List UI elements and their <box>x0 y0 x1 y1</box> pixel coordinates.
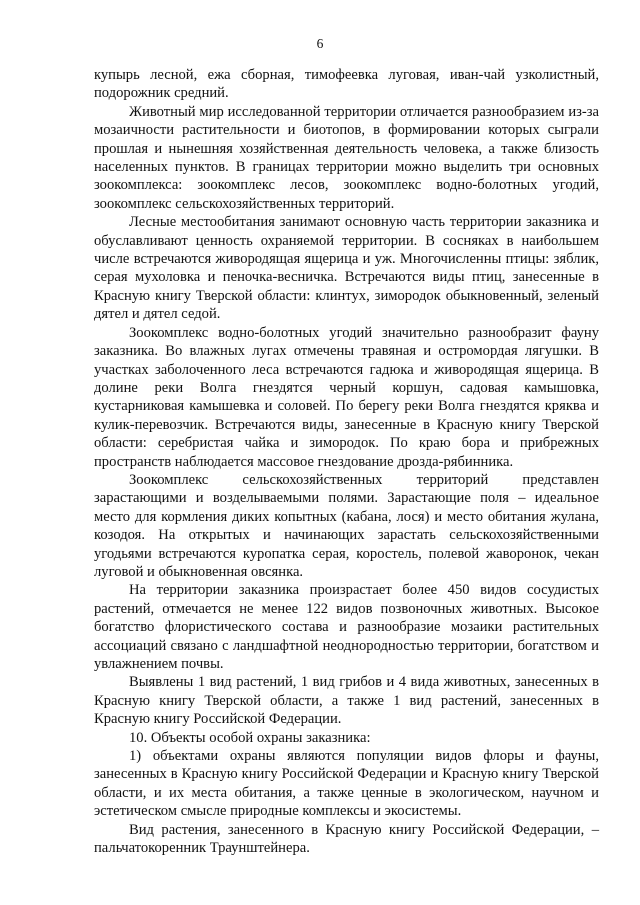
paragraph: Выявлены 1 вид растений, 1 вид грибов и 4 вида животных, занесенных в Красную книгу Тверской области, а также 1 вид растений, занесенных в Красную книгу Российской Федерации. <box>94 674 599 728</box>
paragraph: На территории заказника произрастает более 450 видов сосудистых растений, отмечается не менее 122 видов позвоночных животных. Высокое богатство флористического состава и разнообразие мозаики растительных ассоциаций связано с ландшафтной неоднородностью территории, богатством и увлажнением почвы. <box>94 582 599 672</box>
paragraph: Зоокомплекс сельскохозяйственных территорий представлен зарастающими и возделываемыми полями. Зарастающие поля – идеальное место для кормления диких копытных (кабана, лося) и место обитания жулана, козодоя. На открытых и начинающих зарастать сельскохозяйственными угодьями встречаются куропатка серая, коростель, полевой жаворонок, чекан луговой и обыкновенная овсянка. <box>94 471 599 580</box>
section-heading: 10. Объекты особой охраны заказника: <box>129 729 371 746</box>
paragraph: Зоокомплекс водно-болотных угодий значительно разнообразит фауну заказника. Во влажных лугах отмечены травяная и остромордая лягушки. В участках заболоченного леса встречаются гадюка и живородящая ящерица. В долине реки Волга гнездятся черный коршун, садовая камышовка, кустарниковая камышевка и соловей. По берегу реки Волга гнездятся кряква и кулик-перевозчик. Встречаются виды, занесенные в Красную книгу Тверской области: серебристая чайка и зимородок. По краю бора и прибрежных пространств наблюдается массовое гнездование дрозда-рябинника. <box>94 324 599 470</box>
paragraph: Животный мир исследованной территории отличается разнообразием из-за мозаичности растительности и биотопов, в формировании которых сыграли прошлая и нынешняя хозяйственная деятельность человека, а также близость населенных пунктов. В границах территории можно выделить три основных зоокомплекса: зоокомплекс лесов, зоокомплекс водно-болотных угодий, зоокомплекс сельскохозяйственных территорий. <box>94 103 599 212</box>
paragraph: Вид растения, занесенного в Красную книгу Российской Федерации, – пальчатокоренник Траунштейнера. <box>94 821 599 857</box>
paragraph: 1) объектами охраны являются популяции видов флоры и фауны, занесенных в Красную книгу Российской Федерации и Красную книгу Тверской области, и их места обитания, а также ценные в экологическом, научном и эстетическом смысле природные комплексы и экосистемы. <box>94 748 599 820</box>
paragraph: Лесные местообитания занимают основную часть территории заказника и обуславливают ценность охраняемой территории. В сосняках в наибольшем числе встречаются живородящая ящерица и уж. Многочисленны птицы: зяблик, серая мухоловка и пеночка-весничка. Встречаются виды птиц, занесенные в Красную книгу Тверской области: клинтух, зимородок обыкновенный, зеленый дятел и дятел седой. <box>94 214 599 323</box>
page-number: 6 <box>316 36 324 51</box>
body-text <box>94 66 599 857</box>
paragraph: купырь лесной, ежа сборная, тимофеевка луговая, иван-чай узколистный, подорожник средний. <box>94 67 599 102</box>
